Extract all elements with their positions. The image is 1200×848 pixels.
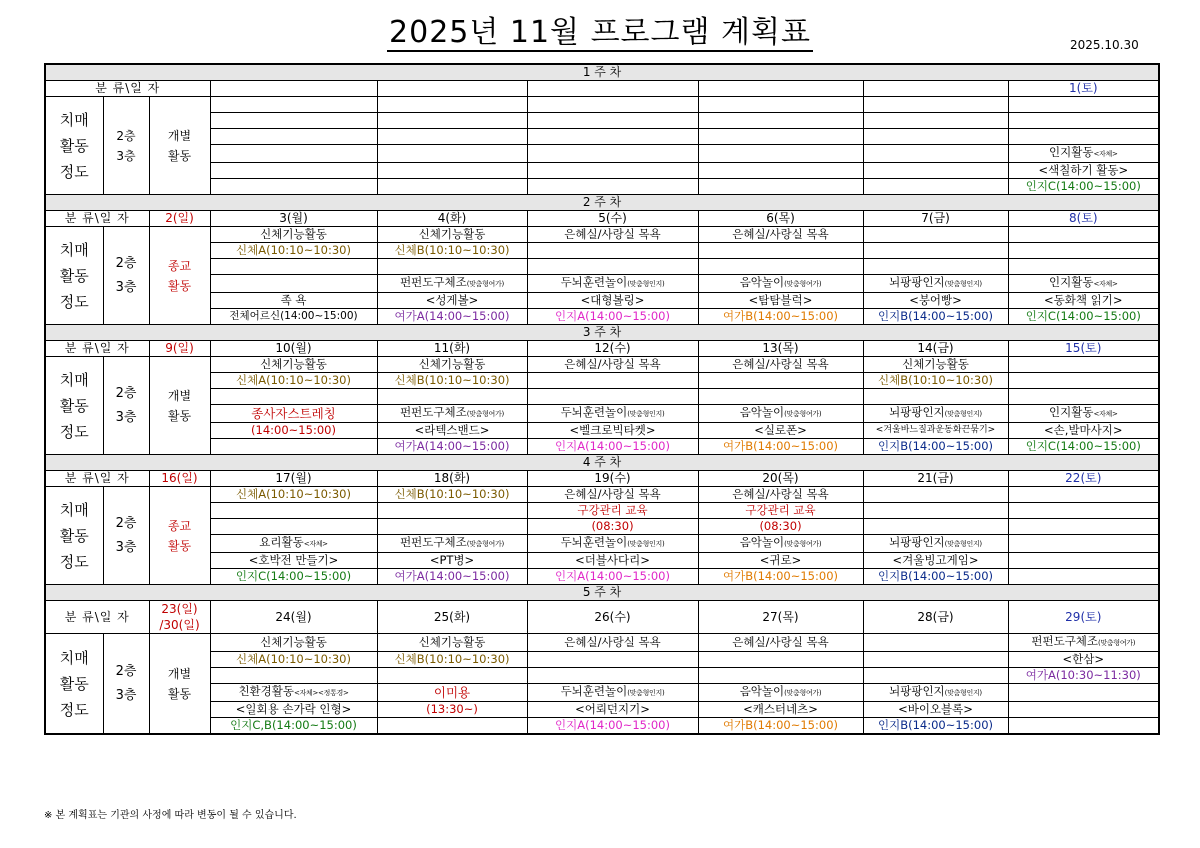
table-cell: <한삼>: [1008, 652, 1159, 668]
table-cell: 분 류\일 자: [45, 471, 149, 487]
table-cell: 13(목): [698, 341, 863, 357]
table-cell: [377, 503, 527, 519]
table-cell: 여가A(14:00~15:00): [377, 439, 527, 455]
table-cell: [527, 145, 698, 163]
table-cell: [863, 179, 1008, 195]
table-cell: [863, 519, 1008, 535]
table-cell: 뇌팡팡인지(맞춤형인지): [863, 684, 1008, 702]
table-cell: 16(일): [149, 471, 210, 487]
table-cell: [1008, 503, 1159, 519]
table-cell: 여가B(14:00~15:00): [698, 569, 863, 585]
table-cell: 신체A(10:10~10:30): [210, 652, 377, 668]
table-cell: [698, 668, 863, 684]
table-cell: [863, 81, 1008, 97]
table-cell: <호박전 만들기>: [210, 553, 377, 569]
table-cell: <겨울바느질과운동화끈묶기>: [863, 423, 1008, 439]
table-cell: 음악놀이(맞춤형여가): [698, 535, 863, 553]
table-cell: 17(월): [210, 471, 377, 487]
table-cell: <손,발마사지>: [1008, 423, 1159, 439]
week-1-row-1: [45, 97, 1159, 113]
table-cell: 29(토): [1008, 601, 1159, 634]
table-cell: [698, 259, 863, 275]
table-cell: 7(금): [863, 211, 1008, 227]
table-cell: [863, 668, 1008, 684]
table-cell: 인지C(14:00~15:00): [1008, 439, 1159, 455]
table-cell: 은혜실/사랑실 목욕: [698, 227, 863, 243]
table-cell: 5 주 차: [45, 585, 1159, 601]
table-cell: 인지활동<자체>: [1008, 275, 1159, 293]
table-cell: <성게볼>: [377, 293, 527, 309]
table-cell: [1008, 97, 1159, 113]
table-cell: 여가A(14:00~15:00): [377, 569, 527, 585]
week-3-days: [45, 341, 1159, 357]
table-cell: 인지C(14:00~15:00): [210, 569, 377, 585]
table-cell: [863, 634, 1008, 652]
table-cell: [698, 145, 863, 163]
table-cell: [863, 113, 1008, 129]
footnote: ※ 본 계획표는 기관의 사정에 따라 변동이 될 수 있습니다.: [44, 810, 297, 821]
table-cell: 14(금): [863, 341, 1008, 357]
table-cell: [210, 275, 377, 293]
table-cell: 18(화): [377, 471, 527, 487]
table-cell: [210, 503, 377, 519]
table-cell: 인지C(14:00~15:00): [1008, 179, 1159, 195]
table-cell: <라텍스밴드>: [377, 423, 527, 439]
table-cell: [210, 439, 377, 455]
table-cell: <캐스터네츠>: [698, 702, 863, 718]
table-cell: 신체기능활동: [377, 357, 527, 373]
table-cell: [863, 227, 1008, 243]
table-cell: [527, 389, 698, 405]
table-cell: [377, 113, 527, 129]
table-cell: [698, 129, 863, 145]
table-cell: [527, 243, 698, 259]
table-cell: <붕어빵>: [863, 293, 1008, 309]
table-cell: 음악놀이(맞춤형여가): [698, 405, 863, 423]
table-cell: <PT병>: [377, 553, 527, 569]
table-cell: 음악놀이(맞춤형여가): [698, 684, 863, 702]
table-cell: 26(수): [527, 601, 698, 634]
table-cell: <더블사다리>: [527, 553, 698, 569]
table-cell: 신체A(10:10~10:30): [210, 373, 377, 389]
table-cell: 인지C(14:00~15:00): [1008, 309, 1159, 325]
table-cell: 음악놀이(맞춤형여가): [698, 275, 863, 293]
table-cell: <색칠하기 활동>: [1008, 163, 1159, 179]
table-cell: 22(토): [1008, 471, 1159, 487]
table-cell: (14:00~15:00): [210, 423, 377, 439]
table-cell: [377, 97, 527, 113]
table-cell: 여가B(14:00~15:00): [698, 718, 863, 735]
table-cell: 9(일): [149, 341, 210, 357]
table-cell: [1008, 129, 1159, 145]
week-2-days: [45, 211, 1159, 227]
table-cell: 21(금): [863, 471, 1008, 487]
table-cell: [1008, 227, 1159, 243]
table-cell: [527, 163, 698, 179]
table-cell: [1008, 373, 1159, 389]
table-cell: [210, 179, 377, 195]
table-cell: [1008, 535, 1159, 553]
table-cell: 25(화): [377, 601, 527, 634]
table-cell: [1008, 569, 1159, 585]
table-cell: [210, 389, 377, 405]
table-cell: 여가B(14:00~15:00): [698, 439, 863, 455]
table-cell: 은혜실/사랑실 목욕: [527, 227, 698, 243]
table-cell: 신체B(10:10~10:30): [863, 373, 1008, 389]
week-4-days: [45, 471, 1159, 487]
table-cell: <실로폰>: [698, 423, 863, 439]
table-cell: [698, 243, 863, 259]
week-3-header: [45, 325, 1159, 341]
table-cell: [863, 487, 1008, 503]
table-cell: 종사자스트레칭: [210, 405, 377, 423]
table-cell: [698, 389, 863, 405]
table-cell: 신체A(10:10~10:30): [210, 243, 377, 259]
table-cell: 신체기능활동: [377, 227, 527, 243]
table-cell: [1008, 684, 1159, 702]
table-cell: 펀펀도구체조(맞춤형여가): [377, 535, 527, 553]
table-cell: [377, 145, 527, 163]
table-cell: 6(목): [698, 211, 863, 227]
table-cell: <일회용 손가락 인형>: [210, 702, 377, 718]
table-cell: <겨울빙고게임>: [863, 553, 1008, 569]
table-cell: [527, 81, 698, 97]
table-cell: [863, 389, 1008, 405]
table-cell: [377, 81, 527, 97]
table-cell: [698, 97, 863, 113]
table-cell: 23(일) /30(일): [149, 601, 210, 634]
table-cell: [377, 519, 527, 535]
table-cell: [698, 81, 863, 97]
table-cell: 신체기능활동: [210, 357, 377, 373]
table-cell: [698, 163, 863, 179]
table-cell: 신체기능활동: [210, 227, 377, 243]
table-cell: 신체B(10:10~10:30): [377, 652, 527, 668]
table-cell: 인지B(14:00~15:00): [863, 309, 1008, 325]
table-cell: 24(월): [210, 601, 377, 634]
table-cell: 신체A(10:10~10:30): [210, 487, 377, 503]
table-cell: 구강관리 교육: [698, 503, 863, 519]
table-cell: 은혜실/사랑실 목욕: [527, 357, 698, 373]
table-cell: 은혜실/사랑실 목욕: [527, 487, 698, 503]
table-cell: 인지B(14:00~15:00): [863, 718, 1008, 735]
table-cell: 27(목): [698, 601, 863, 634]
week-5-header: [45, 585, 1159, 601]
table-cell: <탐탐블럭>: [698, 293, 863, 309]
table-cell: [863, 503, 1008, 519]
table-cell: [377, 259, 527, 275]
table-cell: [1008, 113, 1159, 129]
table-cell: [1008, 259, 1159, 275]
table-cell: [863, 145, 1008, 163]
table-cell: 요리활동<자체>: [210, 535, 377, 553]
table-cell: <동화책 읽기>: [1008, 293, 1159, 309]
table-cell: [863, 243, 1008, 259]
table-cell: 치매 활동 정도: [45, 357, 103, 455]
table-cell: 이미용: [377, 684, 527, 702]
table-cell: [210, 81, 377, 97]
table-cell: 치매 활동 정도: [45, 227, 103, 325]
table-cell: 인지A(14:00~15:00): [527, 569, 698, 585]
table-cell: [1008, 718, 1159, 735]
table-cell: <바이오블록>: [863, 702, 1008, 718]
table-cell: [698, 373, 863, 389]
table-cell: 1 주 차: [45, 64, 1159, 81]
table-cell: <어뢰던지기>: [527, 702, 698, 718]
table-cell: [863, 97, 1008, 113]
table-cell: [1008, 487, 1159, 503]
week-1-header: [45, 64, 1159, 81]
table-cell: [1008, 702, 1159, 718]
table-cell: 두뇌훈련놀이(맞춤형인지): [527, 684, 698, 702]
table-cell: [527, 129, 698, 145]
document-date: 2025.10.30: [1070, 38, 1139, 52]
table-cell: [527, 179, 698, 195]
table-cell: [863, 163, 1008, 179]
table-cell: [210, 129, 377, 145]
table-cell: 2층 3층: [103, 227, 149, 325]
table-cell: 분 류\일 자: [45, 341, 149, 357]
table-cell: [863, 259, 1008, 275]
table-cell: [698, 113, 863, 129]
table-cell: 4(화): [377, 211, 527, 227]
table-cell: 여가A(14:00~15:00): [377, 309, 527, 325]
table-cell: 치매 활동 정도: [45, 634, 103, 735]
table-cell: 개별 활동: [149, 357, 210, 455]
table-cell: 인지A(14:00~15:00): [527, 309, 698, 325]
table-cell: 신체기능활동: [863, 357, 1008, 373]
table-cell: [1008, 357, 1159, 373]
table-cell: 펀펀도구체조(맞춤형여가): [377, 405, 527, 423]
table-cell: 분 류\일 자: [45, 211, 149, 227]
week-5-days: [45, 601, 1159, 634]
floor-label: 2층 3층: [103, 97, 149, 195]
table-cell: 2층 3층: [103, 487, 149, 585]
table-cell: [1008, 389, 1159, 405]
week-1-days: [45, 81, 1159, 97]
table-cell: (08:30): [527, 519, 698, 535]
table-cell: [527, 113, 698, 129]
table-cell: 개별 활동: [149, 634, 210, 735]
table-cell: 치매 활동 정도: [45, 487, 103, 585]
table-cell: [698, 179, 863, 195]
table-cell: 28(금): [863, 601, 1008, 634]
page-title: 2025년 11월 프로그램 계획표: [389, 15, 811, 50]
table-cell: 종교 활동: [149, 487, 210, 585]
table-cell: 두뇌훈련놀이(맞춤형인지): [527, 275, 698, 293]
table-cell: 두뇌훈련놀이(맞춤형인지): [527, 405, 698, 423]
table-cell: [527, 373, 698, 389]
table-cell: 구강관리 교육: [527, 503, 698, 519]
table-cell: 2(일): [149, 211, 210, 227]
table-cell: 신체기능활동: [377, 634, 527, 652]
table-cell: (08:30): [698, 519, 863, 535]
week-4-header: [45, 455, 1159, 471]
table-cell: 1(토): [1008, 81, 1159, 97]
table-cell: 펀펀도구체조(맞춤형여가): [377, 275, 527, 293]
dementia-degree-label: 치매 활동 정도: [45, 97, 103, 195]
table-cell: [377, 129, 527, 145]
table-cell: [1008, 243, 1159, 259]
table-cell: 5(수): [527, 211, 698, 227]
table-cell: 신체B(10:10~10:30): [377, 243, 527, 259]
table-cell: 인지A(14:00~15:00): [527, 718, 698, 735]
table-cell: 여가A(10:30~11:30): [1008, 668, 1159, 684]
table-cell: 인지B(14:00~15:00): [863, 569, 1008, 585]
table-cell: 20(목): [698, 471, 863, 487]
table-cell: 4 주 차: [45, 455, 1159, 471]
table-cell: [210, 668, 377, 684]
table-cell: [863, 652, 1008, 668]
table-cell: 10(월): [210, 341, 377, 357]
table-cell: 19(수): [527, 471, 698, 487]
table-cell: 8(토): [1008, 211, 1159, 227]
table-cell: [210, 163, 377, 179]
table-cell: [210, 113, 377, 129]
table-cell: 인지활동<자체>: [1008, 145, 1159, 163]
table-cell: 은혜실/사랑실 목욕: [698, 487, 863, 503]
table-cell: <벨크로빅타켓>: [527, 423, 698, 439]
table-cell: [210, 259, 377, 275]
table-cell: 신체기능활동: [210, 634, 377, 652]
table-cell: 두뇌훈련놀이(맞춤형인지): [527, 535, 698, 553]
table-cell: 11(화): [377, 341, 527, 357]
table-cell: [1008, 553, 1159, 569]
table-cell: 은혜실/사랑실 목욕: [698, 634, 863, 652]
individual-activity-label: 개별 활동: [149, 97, 210, 195]
table-cell: 인지활동<자체>: [1008, 405, 1159, 423]
table-cell: [377, 179, 527, 195]
table-cell: [377, 163, 527, 179]
religion-activity-label: 종교 활동: [149, 227, 210, 325]
table-cell: 은혜실/사랑실 목욕: [527, 634, 698, 652]
table-cell: 12(수): [527, 341, 698, 357]
table-cell: 분 류\일 자: [45, 601, 149, 634]
table-cell: (13:30~): [377, 702, 527, 718]
table-cell: [527, 97, 698, 113]
table-cell: [1008, 519, 1159, 535]
table-cell: 2층 3층: [103, 634, 149, 735]
table-cell: [527, 668, 698, 684]
table-cell: 신체B(10:10~10:30): [377, 487, 527, 503]
table-cell: [527, 259, 698, 275]
table-cell: <대형볼링>: [527, 293, 698, 309]
week-2-header: [45, 195, 1159, 211]
table-cell: [698, 652, 863, 668]
table-cell: [210, 519, 377, 535]
table-cell: [377, 718, 527, 735]
table-cell: 뇌팡팡인지(맞춤형인지): [863, 535, 1008, 553]
table-cell: <귀로>: [698, 553, 863, 569]
schedule-table: [44, 63, 1160, 735]
table-cell: 은혜실/사랑실 목욕: [698, 357, 863, 373]
table-cell: 분 류\일 자: [45, 81, 210, 97]
table-cell: 뇌팡팡인지(맞춤형인지): [863, 405, 1008, 423]
table-cell: 여가B(14:00~15:00): [698, 309, 863, 325]
table-cell: 2 주 차: [45, 195, 1159, 211]
table-cell: 족 욕: [210, 293, 377, 309]
table-cell: [210, 97, 377, 113]
table-cell: [527, 652, 698, 668]
table-cell: [377, 668, 527, 684]
table-cell: 인지B(14:00~15:00): [863, 439, 1008, 455]
table-cell: 신체B(10:10~10:30): [377, 373, 527, 389]
table-cell: 인지A(14:00~15:00): [527, 439, 698, 455]
table-cell: 뇌팡팡인지(맞춤형인지): [863, 275, 1008, 293]
table-cell: 2층 3층: [103, 357, 149, 455]
table-cell: 3 주 차: [45, 325, 1159, 341]
table-cell: [863, 129, 1008, 145]
table-cell: 15(토): [1008, 341, 1159, 357]
table-cell: [377, 389, 527, 405]
table-cell: 친환경활동<자체><정통경>: [210, 684, 377, 702]
table-cell: 3(월): [210, 211, 377, 227]
table-cell: 인지C,B(14:00~15:00): [210, 718, 377, 735]
table-cell: 펀펀도구체조(맞춤형여가): [1008, 634, 1159, 652]
table-cell: [210, 145, 377, 163]
table-cell: 전체어르신(14:00~15:00): [210, 309, 377, 325]
